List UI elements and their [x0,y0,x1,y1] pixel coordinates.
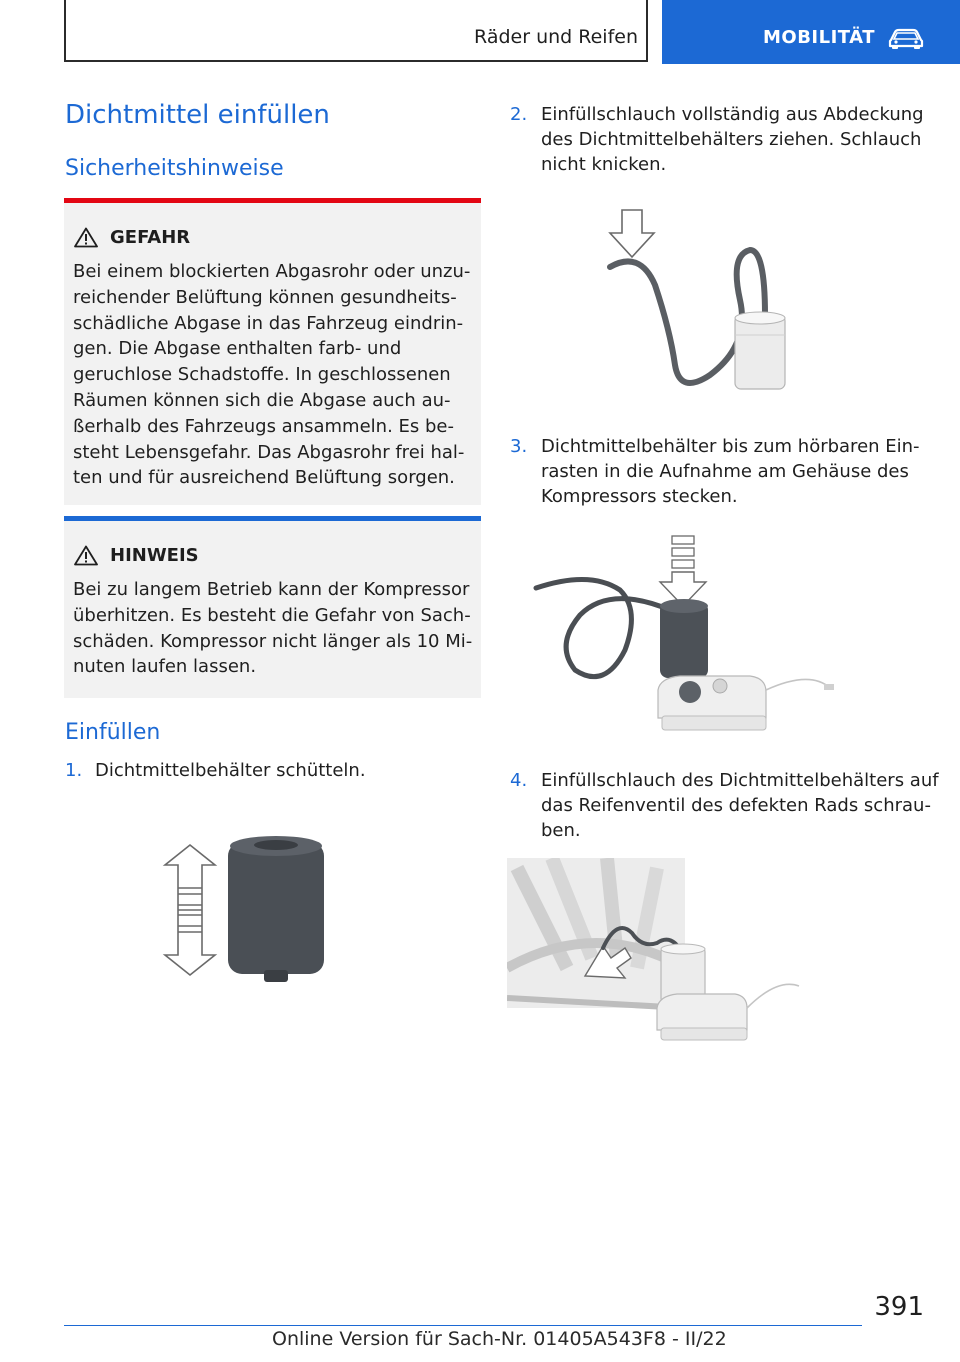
danger-line: ßerhalb des Fahrzeugs ansammeln. Es be- [73,415,454,437]
step-line: Dichtmittelbehälter bis zum hörbaren Ein- [541,436,920,457]
step-line: Einfüllschlauch vollständig aus Abdeckung [541,104,924,125]
step-number: 4. [510,770,528,791]
page-number: 391 [874,1292,924,1322]
danger-line: schädliche Abgase in das Fahrzeug eindrin- [73,312,464,334]
danger-line: reichender Belüftung können gesundheits- [73,286,457,308]
note-title: HINWEIS [110,545,199,566]
step-line: das Reifenventil des defekten Rads schrau- [541,795,931,816]
step-line: Kompressors stecken. [541,486,738,507]
footer-divider [64,1325,862,1326]
note-warning-box [64,516,481,698]
step-number: 1. [65,760,83,781]
note-line: schäden. Kompressor nicht länger als 10 Mi- [73,630,473,652]
attach-valve-illustration [507,858,807,1048]
danger-line: Räumen können sich die Abgase auch au- [73,389,451,411]
step-line: nicht knicken. [541,154,667,175]
note-line: nuten laufen lassen. [73,656,257,678]
note-line: überhitzen. Es besteht die Gefahr von Sach- [73,604,471,626]
chapter-tab[interactable] [662,0,960,64]
step-number: 2. [510,104,528,125]
footer-version-text: Online Version für Sach-Nr. 01405A543F8 - II/22 [272,1328,727,1350]
step-text [95,758,366,783]
danger-line: gen. Die Abgase enthalten farb- und [73,338,402,360]
step-line: Dichtmittelbehälter schütteln. [95,760,366,781]
shake-canister-illustration [160,830,340,990]
step-number: 3. [510,436,528,457]
step-text [541,434,920,509]
danger-line: steht Lebensgefahr. Das Abgasrohr frei hal- [73,441,465,463]
step-text [541,768,939,843]
danger-warning-box [64,198,481,505]
danger-title: GEFAHR [110,227,191,248]
danger-line: ten und für ausreichend Belüftung sorgen. [73,467,455,489]
car-icon [888,28,924,50]
chapter-title: MOBILITÄT [763,27,875,48]
step-text [541,102,924,177]
warning-triangle-icon [74,545,98,566]
step-line: Einfüllschlauch des Dichtmittelbehälters auf [541,770,939,791]
section-heading-filling: Einfüllen [65,720,161,745]
note-line: Bei zu langem Betrieb kann der Kompressor [73,579,470,600]
warning-triangle-icon [74,227,98,248]
step-line: rasten in die Aufnahme am Gehäuse des [541,461,909,482]
step-line: des Dichtmittelbehälters ziehen. Schlauch [541,129,922,150]
danger-text [73,259,473,491]
step-line: ben. [541,820,581,841]
insert-canister-illustration [530,530,840,745]
section-heading-safety: Sicherheitshinweise [65,156,284,181]
danger-line: Bei einem blockierten Abgasrohr oder unzu- [73,261,471,282]
note-text [73,577,473,680]
danger-line: geruchlose Schadstoffe. In geschlossenen [73,364,451,386]
pull-hose-illustration [600,205,800,400]
page-title: Dichtmittel einfüllen [65,100,330,130]
section-title: Räder und Reifen [474,26,638,48]
